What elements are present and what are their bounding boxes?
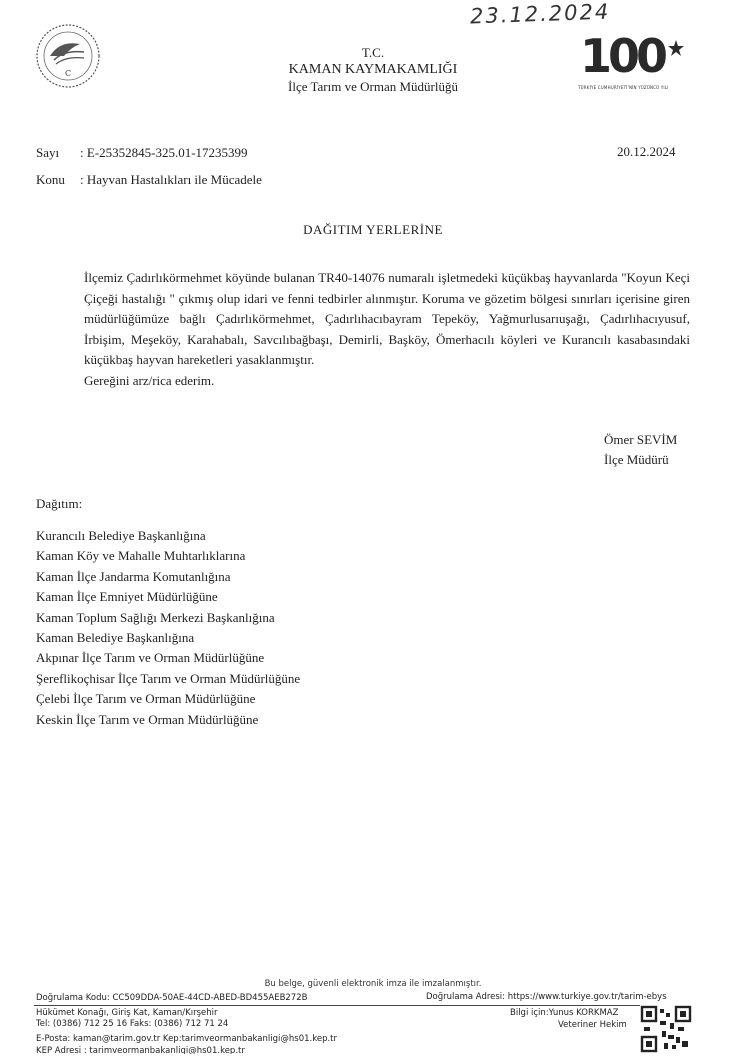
sayi-row — [36, 144, 248, 163]
footer-divider — [34, 1005, 692, 1006]
sayi-label: Sayı — [36, 145, 60, 160]
konu-label: Konu — [36, 172, 65, 187]
distribution-item: Kurancılı Belediye Başkanlığına — [36, 528, 206, 543]
addressee: DAĞITIM YERLERİNE — [303, 222, 443, 237]
ministry-logo-letter: C — [64, 69, 72, 78]
konu-row — [36, 171, 262, 190]
header-tc: T.C. — [361, 45, 385, 60]
footer-phone: Tel: (0386) 712 25 16 Faks: (0386) 712 71 24 — [36, 1019, 229, 1029]
verification-address: Doğrulama Adresi: https://www.turkiye.gov.tr/tarim-ebys — [426, 992, 667, 1002]
distribution-item: Çelebi İlçe Tarım ve Orman Müdürlüğüne — [36, 691, 256, 707]
header-kaymakamlik: KAMAN KAYMAKAMLIĞI — [288, 62, 458, 77]
body-paragraph-2: Gereğini arz/rica ederim. — [84, 372, 215, 388]
distribution-item: Kaman İlçe Jandarma Komutanlığına — [36, 568, 231, 584]
distribution-item: Kaman Toplum Sağlığı Merkezi Başkanlığına — [36, 609, 275, 625]
signature-block — [604, 430, 677, 470]
distribution-label: Dağıtım: — [36, 496, 83, 511]
verification-code: Doğrulama Kodu: CC509DDA-50AE-44CD-ABED-BD455AEB272B — [36, 993, 308, 1003]
distribution-item: Kaman İlçe Emniyet Müdürlüğüne — [36, 589, 218, 605]
sayi-value: : E-25352845-325.01-17235399 — [80, 145, 248, 160]
centenary-caption: TÜRKİYE CUMHURİYETİ'NİN YÜZÜNCÜ YILI — [578, 85, 669, 90]
footer-email: E-Posta: kaman@tarim.gov.tr Kep:tarimveormanbakanligi@hs01.kep.tr — [36, 1034, 337, 1044]
centenary-number: 100 — [580, 29, 665, 80]
document-date: 20.12.2024 — [617, 144, 676, 159]
info-title: Veteriner Hekim — [558, 1020, 627, 1030]
signer-name: Ömer SEVİM — [604, 432, 678, 447]
qr-code-icon — [640, 1005, 692, 1053]
footer-address: Hükümet Konağı, Giriş Kat, Kaman/Kırşehir — [36, 1008, 218, 1018]
e-signature-note: Bu belge, güvenli elektronik imza ile imzalanmıştır. — [264, 979, 482, 989]
konu-value: : Hayvan Hastalıkları ile Mücadele — [80, 172, 262, 187]
distribution-list — [36, 526, 300, 730]
body-paragraph-1: İlçemiz Çadırlıkörmehmet köyünde bulanan TR40-14076 numaralı işletmedeki küçükbaş hayvanlarda "Koyun Keçi Çiçeği hastalığı " çıkmış olup idari ve fenni tedbirler alınmıştır. Koruma ve gözetim bölgesi sınırları içerisine giren müdürlüğümüze bağlı Çadırlıkörmehmet, Çadırlıhacıbayram Tepeköy, Yağmurlusarıuşağı, Çadırlıhacıyusuf, İrbişim, Meşeköy, Karahabalı, Savcılıbağbaşı, Demirli, Başköy, Ömerhacılı köyleri ve Kurancılı kasabasındaki küçükbaş hayvan hareketleri yasaklanmıştır. — [84, 270, 690, 367]
handwritten-date: 23.12.2024 — [469, 0, 611, 29]
centenary-logo — [578, 28, 688, 90]
distribution-item: Keskin İlçe Tarım ve Orman Müdürlüğüne — [36, 711, 259, 727]
distribution-item: Kaman Belediye Başkanlığına — [36, 630, 195, 646]
centenary-logo-mark — [578, 28, 688, 80]
distribution-item: Akpınar İlçe Tarım ve Orman Müdürlüğüne — [36, 650, 265, 666]
distribution-item: Kaman Köy ve Mahalle Muhtarlıklarına — [36, 548, 246, 564]
footer-kep: KEP Adresi : tarimveormanbakanligi@hs01.kep.tr — [36, 1046, 245, 1054]
signer-title: İlçe Müdürü — [604, 452, 669, 467]
info-contact: Bilgi için:Yunus KORKMAZ — [510, 1008, 619, 1018]
letter-body — [84, 268, 690, 391]
header-mudurluk: İlçe Tarım ve Orman Müdürlüğü — [288, 79, 458, 94]
distribution-item: Şereflikoçhisar İlçe Tarım ve Orman Müdürlüğüne — [36, 670, 301, 686]
star-icon — [668, 40, 684, 56]
